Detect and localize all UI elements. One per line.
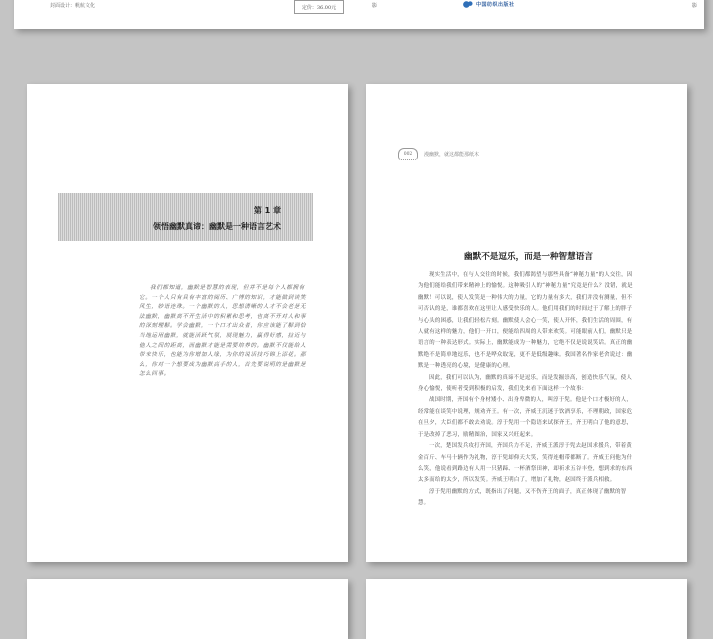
intro-paragraph: 我们都知道，幽默是智慧的表现，但并不是每个人都拥有它。一个人只有具有丰富的阅历、广博的知识，才能做到谈笑风生，妙语连珠。一个幽默的人，思想清晰的人才不会老是无法幽默，幽默离不开生活中的积累和思考，也离不开对人和事的深刻理解。学会幽默，一个口才出众者，你应该能了解到恰当地运用幽默，就能活跃气氛，展现魅力，赢得好感，拉近与他人之间的距离，而幽默才能是需要培养的。幽默不仅能给人带来快乐，也能为你增加人缘，为你的说话技巧锦上添花。那么，你对一个想要成为幽默高手的人，首先要说明的是幽默是怎么回事。 [139,285,307,378]
body-paragraph: 淳于髡用幽默的方式，既指出了问题，又不伤齐王的面子，真正体现了幽默的智慧。 [418,488,627,507]
publisher-icon [462,0,473,9]
publisher-name: 中国纺织出版社 [476,2,515,8]
chapter-opener-page [27,84,348,562]
body-text-page [366,84,687,562]
section-title: 幽默不是逗乐，而是一种智慧语言 [464,252,593,262]
body-paragraph: 一次，楚国发兵攻打齐国，齐国兵力不足，齐威王派淳于髡去赵国求援兵，带着黄金百斤、车马十辆作为礼物，淳于髡却仰天大笑，笑得连帽带都断了。齐威王问他为什么笑，他说看到路边有人用一只猪蹄、一杯酒祭田神，却祈求五谷丰登，想到求的东西太多而给的太少，所以发笑。齐威王明白了，增加了礼物，赵国终于派兵相救。 [418,443,633,484]
next-right-page [366,579,687,639]
next-left-page [27,579,348,639]
publisher-logo [462,0,515,9]
running-title: 漫幽默，就这都能那纸木 [424,151,480,158]
chapter-header-band [58,193,313,241]
body-paragraph: 因此，我们可以认为，幽默的真谛不是逗乐，而是发掘崇高，创造快乐气氛，使人身心愉悦，使听者受到积极的启发，我们先来看下面这样一个故事： [418,374,633,393]
barcode-mark: 影 [372,3,378,9]
corner-mark: 影 [692,3,698,9]
body-paragraph: 战国时期，齐国有个身材矮小、出身卑微的人，叫淳于髡。他是个口才极好的人，经常能在谈笑中说理，规劝齐王。有一次，齐威王沉迷于饮酒享乐，不理朝政，国家危在旦夕，大臣们都不敢去劝说。淳于髡用一个隐语来试探齐王，齐王明白了他的意思，于是改掉了恶习，励精图治，国家又兴旺起来。 [418,397,633,438]
running-head [398,148,479,160]
chapter-intro [139,284,307,380]
chapter-number: 第 1 章 [253,206,281,215]
copyright-line: 封面设计：帆航文化 [50,3,96,9]
price-label: 定价：36.00元 [294,0,344,14]
body-paragraph: 现实生活中，在与人交往的时候，我们都渴望与那些具备“神秘力量”的人交往，因为他们能给我们带来精神上的愉悦。这种吸引人的“神秘力量”究竟是什么？没错，就是幽默！可以说，使人发笑是一种伟大的力量，它的力量有多大，我们并没有测量，但不可否认的是，谁都喜欢在这里让人感受快乐的人。他们用我们的时间过于了解上的胖子与心头的困惑，让我们轻松片刻。幽默使人会心一笑，使人开怀，我们生活的周围，有人就有这样的魅力，他们一开口，便能给四周的人带来欢笑。可能眼前人们，幽默只是语言的一种表达形式。实际上，幽默能成为一种魅力，它绝不仅是说说笑话。真正的幽默绝不是简单地逗乐，也不是哗众取宠，更不是低级趣味。我国著名作家老舍说过：幽默是一种透亮的心境，是健康的心理。 [418,272,633,370]
previous-page-strip [14,0,704,29]
body-text [418,270,634,510]
chapter-title: 领悟幽默真谛：幽默是一种语言艺术 [153,222,281,231]
page-number-badge: 002 [398,148,418,160]
